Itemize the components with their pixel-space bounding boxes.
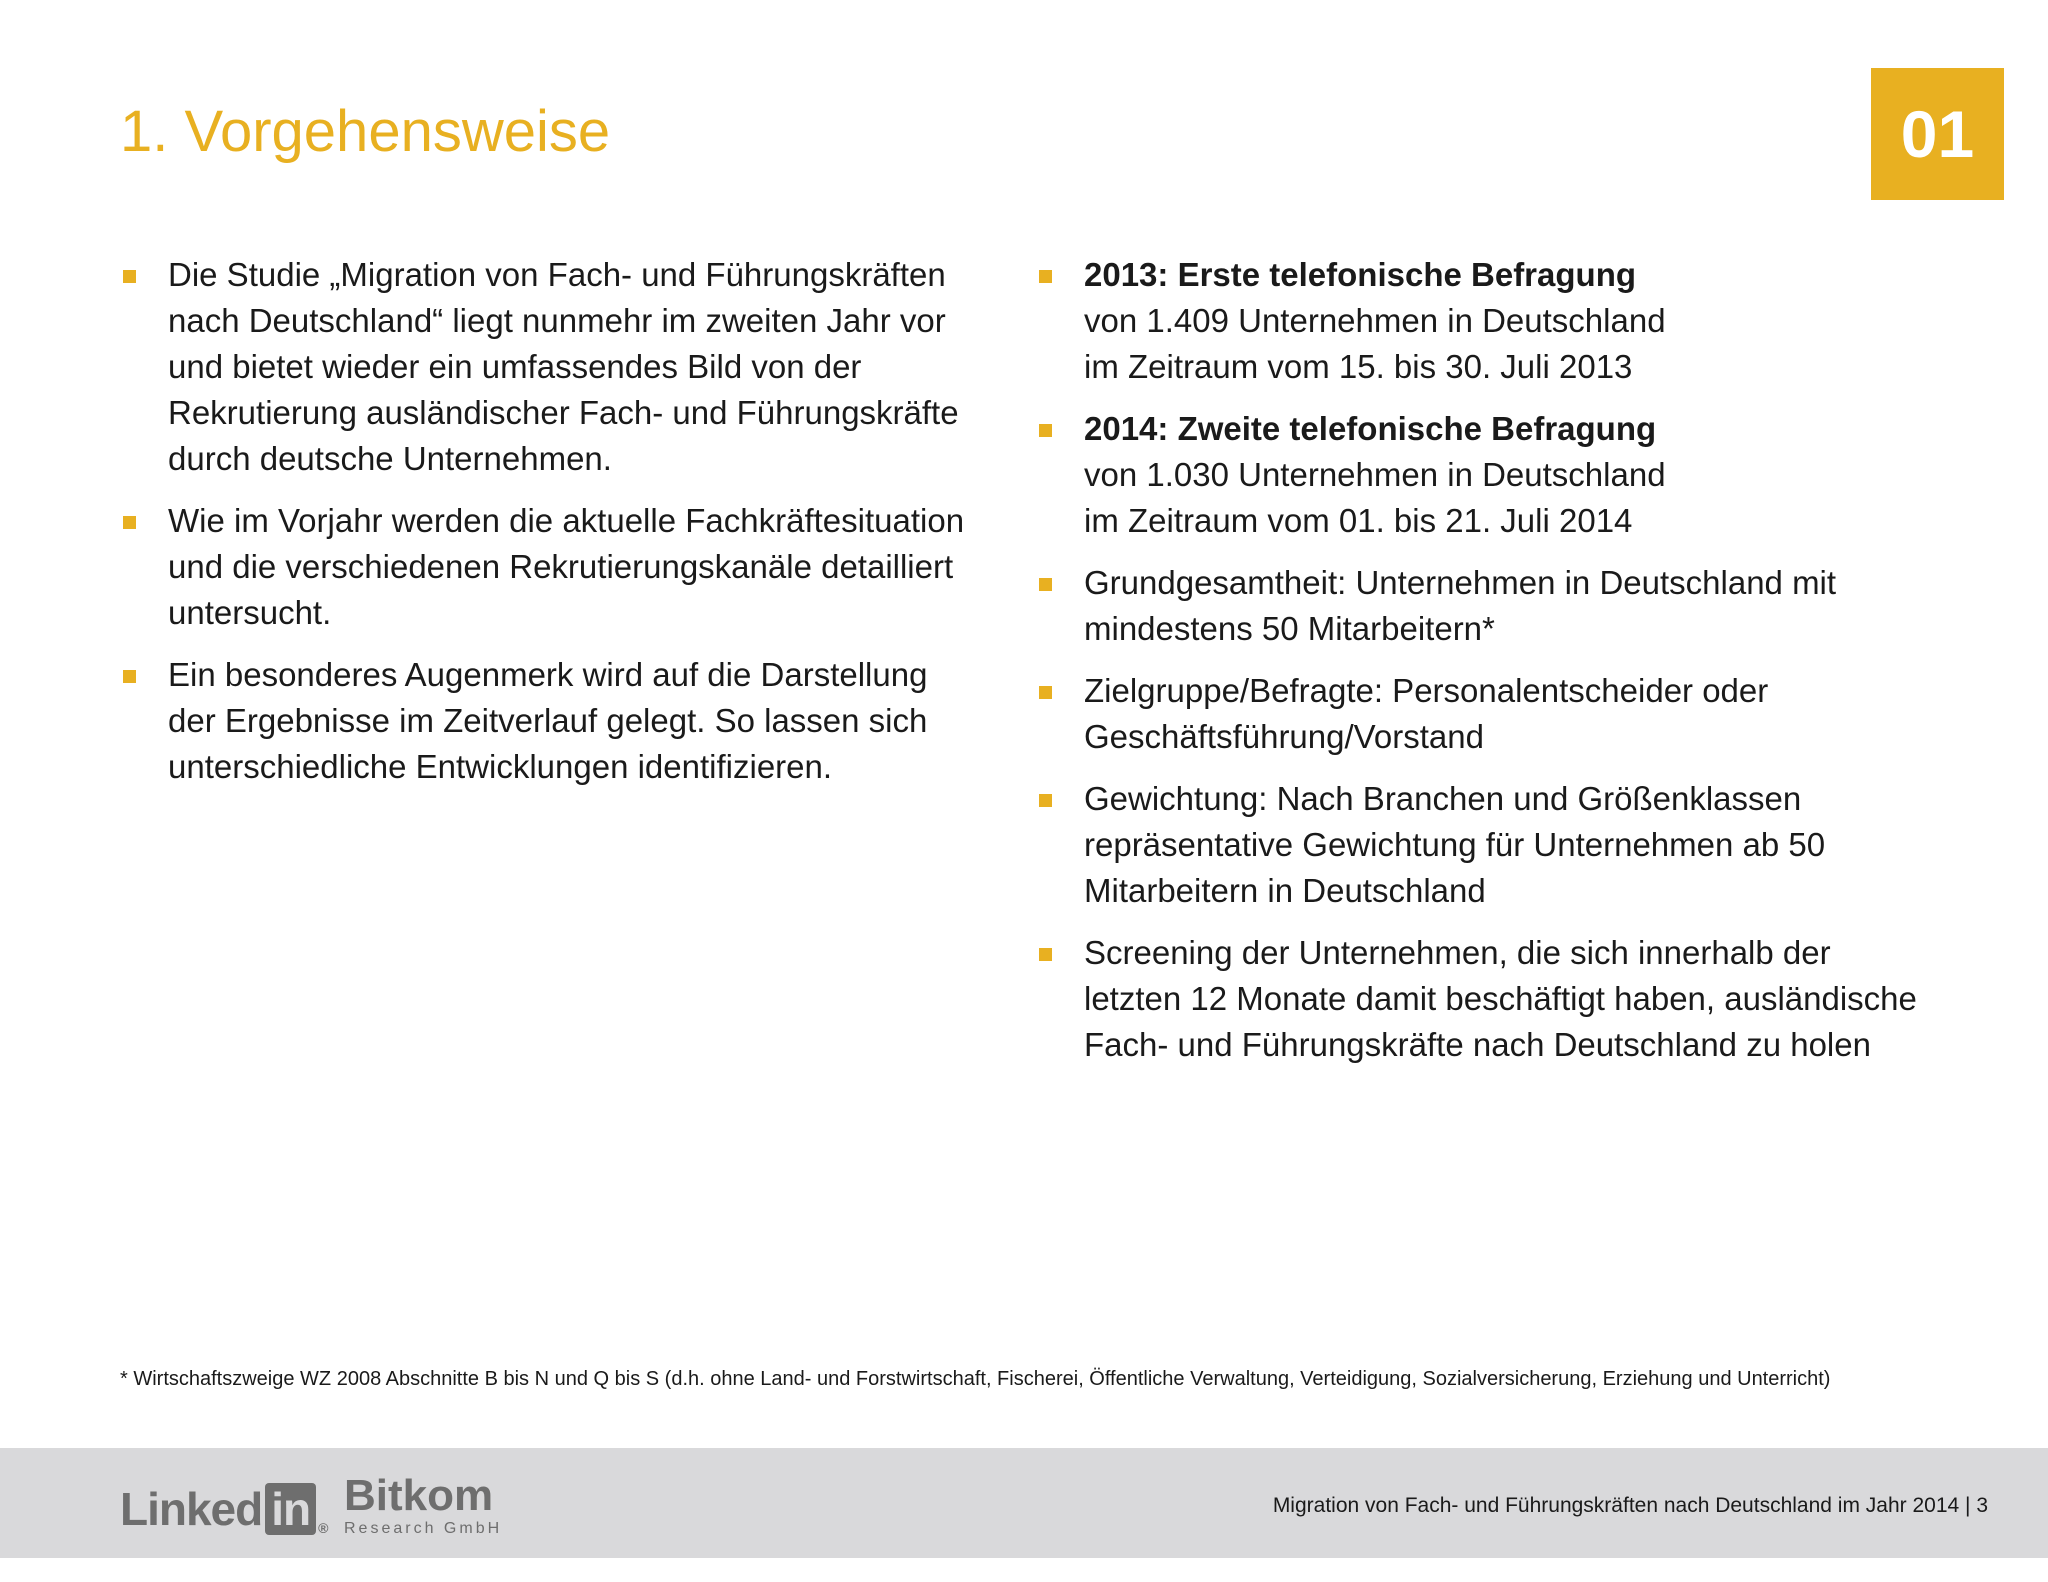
survey-2014-line1: von 1.030 Unternehmen in Deutschland	[1084, 456, 1666, 493]
page-title: 1. Vorgehensweise	[120, 99, 611, 164]
bullet-square-icon	[123, 516, 136, 529]
bullet-text: Gewichtung: Nach Branchen und Größenklassen repräsentative Gewichtung für Unternehmen ab 50 Mitarbeitern in Deutschland	[1084, 780, 1826, 909]
bullet-square-icon	[1039, 948, 1052, 961]
bullet-text: Grundgesamtheit: Unternehmen in Deutschland mit mindestens 50 Mitarbeitern*	[1084, 564, 1837, 647]
list-item	[1036, 776, 1936, 914]
survey-2014-line2: im Zeitraum vom 01. bis 21. Juli 2014	[1084, 502, 1633, 539]
linkedin-logo	[120, 1482, 327, 1536]
survey-2013-item	[1036, 252, 1936, 390]
bullet-text: Wie im Vorjahr werden die aktuelle Fachkräftesituation und die verschiedenen Rekrutierungskanäle detailliert untersucht.	[168, 502, 965, 631]
bullet-text: Ein besonderes Augenmerk wird auf die Darstellung der Ergebnisse im Zeitverlauf gelegt. So lassen sich unterschiedliche Entwicklungen identifizieren.	[168, 656, 928, 785]
left-bullet-list	[120, 252, 980, 790]
footnote: * Wirtschaftszweige WZ 2008 Abschnitte B bis N und Q bis S (d.h. ohne Land- und Forstwirtschaft, Fischerei, Öffentliche Verwaltung, Verteidigung, Sozialversicherung, Erziehung und Unterricht)	[120, 1368, 1831, 1390]
list-item	[1036, 560, 1936, 652]
bitkom-logo-subtitle: Research GmbH	[344, 1520, 503, 1537]
list-item	[120, 652, 980, 790]
registered-mark: ®	[318, 1520, 328, 1536]
bullet-square-icon	[1039, 794, 1052, 807]
survey-2013-line2: im Zeitraum vom 15. bis 30. Juli 2013	[1084, 348, 1633, 385]
bullet-text: Screening der Unternehmen, die sich innerhalb der letzten 12 Monate damit beschäftigt haben, ausländische Fach- und Führungskräfte nach Deutschland zu holen	[1084, 934, 1917, 1063]
right-bullet-list	[1036, 252, 1936, 1068]
footer-caption: Migration von Fach- und Führungskräften nach Deutschland im Jahr 2014 | 3	[1272, 1494, 1988, 1517]
bullet-square-icon	[1039, 270, 1052, 283]
list-item	[120, 498, 980, 636]
list-item	[1036, 930, 1936, 1068]
bullet-square-icon	[1039, 578, 1052, 591]
list-item	[1036, 668, 1936, 760]
bullet-square-icon	[1039, 686, 1052, 699]
survey-2014-heading: 2014: Zweite telefonische Befragung	[1084, 410, 1657, 447]
bullet-square-icon	[123, 270, 136, 283]
bullet-text: Zielgruppe/Befragte: Personalentscheider oder Geschäftsführung/Vorstand	[1084, 672, 1769, 755]
list-item	[120, 252, 980, 482]
linkedin-logo-text: Linked	[120, 1483, 263, 1535]
survey-2013-line1: von 1.409 Unternehmen in Deutschland	[1084, 302, 1666, 339]
bitkom-logo-name: Bitkom	[344, 1471, 494, 1520]
bullet-square-icon	[1039, 424, 1052, 437]
bullet-text: Die Studie „Migration von Fach- und Führungskräften nach Deutschland“ liegt nunmehr im zweiten Jahr vor und bietet wieder ein umfassendes Bild von der Rekrutierung ausländischer Fach- und Führungskräfte durch deutsche Unternehmen.	[168, 256, 959, 477]
footer-bar	[0, 1448, 2048, 1558]
right-column	[1036, 252, 1936, 1084]
survey-2013-heading: 2013: Erste telefonische Befragung	[1084, 256, 1637, 293]
bitkom-logo	[344, 1471, 503, 1538]
survey-2014-item	[1036, 406, 1936, 544]
left-column	[120, 252, 980, 806]
section-badge: 01	[1871, 68, 2004, 200]
bullet-square-icon	[123, 670, 136, 683]
linkedin-in-mark: in	[265, 1483, 316, 1535]
